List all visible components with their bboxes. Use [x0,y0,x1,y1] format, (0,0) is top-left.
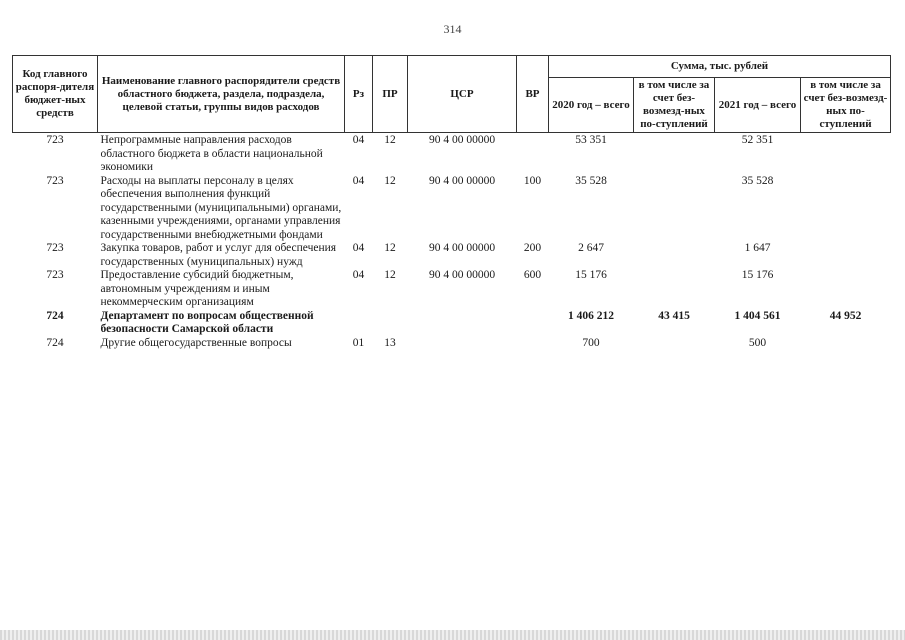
table-row [13,175,891,243]
cell-code: 723 [46,242,64,254]
cell-vr: 600 [523,269,542,281]
cell-sum-2021: 1 647 [744,242,771,254]
cell-free-2020: 43 415 [658,309,690,322]
cell-sum-2020: 53 351 [575,134,607,146]
cell-vr: 100 [523,174,542,187]
cell-csr: 90 4 00 00000 [428,174,496,187]
cell-csr: 90 4 00 00000 [428,134,496,146]
header-csr: ЦСР [408,56,517,133]
cell-free-2021 [801,242,891,269]
cell-pr: 12 [384,269,396,281]
cell-free-2020 [634,337,715,351]
cell-sum-2020: 15 176 [575,269,607,281]
cell-name: Непрограммные направления расходов областного бюджета в области национальной экономики [100,134,323,173]
cell-pr [373,310,408,337]
cell-rz: 04 [352,269,365,281]
header-free-2020: в том числе за счет без-возмезд-ных по-ступлений [634,78,715,133]
header-sum-2021: 2021 год – всего [715,78,801,133]
cell-free-2021 [801,337,891,351]
cell-code: 723 [46,134,64,146]
header-vr: ВР [517,56,549,133]
cell-vr: 200 [523,242,542,254]
cell-free-2020 [634,175,715,243]
cell-rz: 04 [352,134,365,146]
cell-vr [517,310,549,337]
cell-pr: 13 [384,336,396,349]
cell-sum-2021: 500 [748,336,767,349]
table-row [13,133,891,175]
header-code: Код главного распоря-дителя бюджет-ных средств [13,56,98,133]
table-row [13,269,891,310]
table-header [13,56,891,133]
cell-sum-2021: 1 404 561 [734,309,781,322]
cell-free-2020 [634,133,715,175]
cell-rz: 04 [352,242,365,254]
cell-free-2020 [634,242,715,269]
cell-code: 724 [46,336,64,349]
cell-csr: 90 4 00 00000 [428,242,496,254]
cell-sum-2020: 1 406 212 [568,309,614,322]
header-pr: ПР [373,56,408,133]
table-row [13,337,891,351]
cell-rz: 04 [352,174,365,187]
cell-free-2021: 44 952 [829,309,862,322]
cell-free-2021 [801,133,891,175]
cell-csr: 90 4 00 00000 [428,269,496,281]
header-sum-group: Сумма, тыс. рублей [549,56,891,78]
cell-sum-2020: 2 647 [578,242,604,254]
header-free-2021: в том числе за счет без-возмезд-ных по-ступлений [801,78,891,133]
cell-name: Предоставление субсидий бюджетным, автономным учреждениям и иным некоммерческим организациям [100,269,294,308]
header-rz: Рз [345,56,373,133]
cell-csr [408,337,517,351]
cell-name: Закупка товаров, работ и услуг для обеспечения государственных (муниципальных) нужд [100,242,337,268]
cell-free-2020 [634,269,715,310]
header-name: Наименование главного распорядители средств областного бюджета, раздела, подраздела, целевой статьи, группы видов расходов [98,56,345,133]
budget-table [12,55,891,350]
cell-sum-2020: 700 [582,336,600,349]
page-number: 314 [443,22,462,36]
cell-rz [345,310,373,337]
header-sum-2020: 2020 год – всего [549,78,634,133]
table-row [13,242,891,269]
cell-sum-2021: 52 351 [741,134,774,146]
scan-edge [0,630,905,640]
cell-code: 723 [46,174,64,187]
cell-free-2021 [801,269,891,310]
cell-pr: 12 [384,174,396,187]
cell-name: Расходы на выплаты персоналу в целях обеспечения выполнения функций государственными (муниципальными) органами, казенными учреждениями, органами управления государственными внебюджетными фондами [100,174,342,241]
cell-code: 723 [46,269,64,281]
cell-sum-2020: 35 528 [575,174,607,187]
cell-vr [517,133,549,175]
cell-rz: 01 [352,336,365,349]
table-body [13,133,891,351]
cell-code: 724 [46,309,64,322]
table-row [13,310,891,337]
cell-sum-2021: 15 176 [741,269,774,281]
cell-pr: 12 [384,242,396,254]
cell-name: Другие общегосударственные вопросы [100,336,292,349]
cell-sum-2021: 35 528 [741,174,774,187]
cell-csr [408,310,517,337]
cell-free-2021 [801,175,891,243]
cell-name: Департамент по вопросам общественной безопасности Самарской области [100,309,314,335]
cell-pr: 12 [384,134,396,146]
cell-vr [517,337,549,351]
